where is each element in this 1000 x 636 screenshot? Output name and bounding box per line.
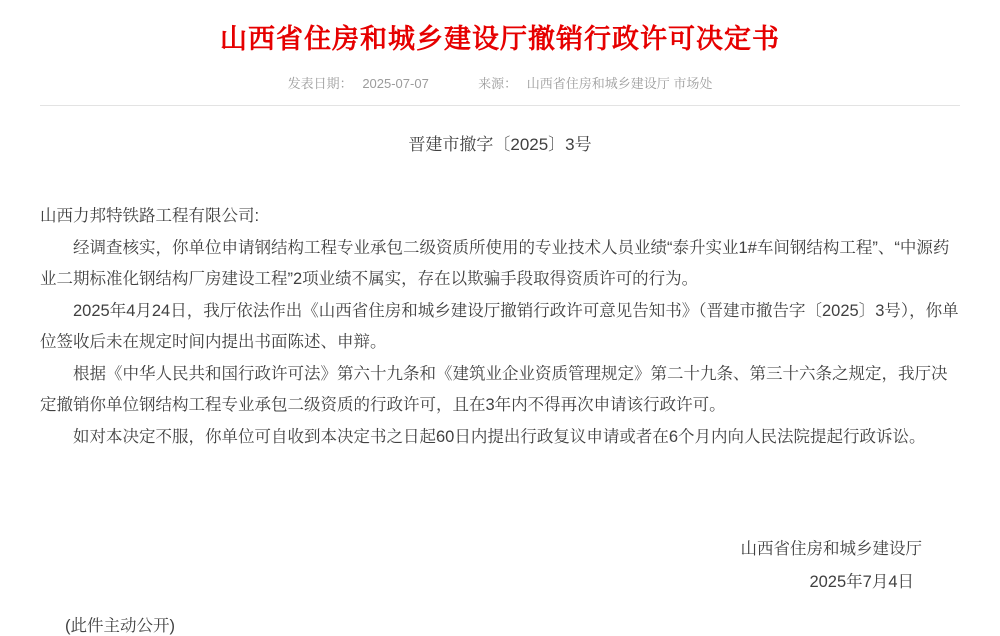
publish-date-value: 2025-07-07	[362, 76, 429, 92]
page-title: 山西省住房和城乡建设厅撤销行政许可决定书	[220, 24, 780, 54]
issuer-name: 山西省住房和城乡建设厅	[740, 540, 922, 559]
signature-block	[40, 533, 960, 599]
meta-row	[40, 73, 960, 92]
source-label: 来源：	[478, 76, 518, 92]
source-group	[478, 73, 712, 92]
publish-date-label: 发表日期：	[287, 76, 353, 92]
source-value: 山西省住房和城乡建设厅 市场处	[526, 76, 713, 92]
issue-date: 2025年7月4日	[809, 573, 914, 592]
document-body	[40, 201, 960, 453]
paragraph-2: 2025年4月24日，我厅依法作出《山西省住房和城乡建设厅撤销行政许可意见告知书》（晋建市撤告字〔2025〕3号），你单位签收后未在规定时间内提出书面陈述、申辩。	[40, 301, 959, 352]
paragraph-3: 根据《中华人民共和国行政许可法》第六十九条和《建筑业企业资质管理规定》第二十九条、第三十六条之规定，我厅决定撤销你单位钢结构工程专业承包二级资质的行政许可，且在3年内不得再次申请该行政许可。	[40, 364, 948, 415]
header-divider	[40, 105, 960, 106]
disclosure-footnote: (此件主动公开)	[65, 617, 175, 636]
document-number: 晋建市撤字〔2025〕3号	[408, 135, 592, 155]
salutation: 山西力邦特铁路工程有限公司:	[40, 207, 260, 226]
paragraph-1: 经调查核实，你单位申请钢结构工程专业承包二级资质所使用的专业技术人员业绩“泰升实业1#车间钢结构工程”、“中源药业二期标准化钢结构厂房建设工程”2项业绩不属实，存在以欺骗手段取得资质许可的行为。	[40, 238, 950, 289]
publish-date-group	[288, 73, 429, 92]
paragraph-4: 如对本决定不服，你单位可自收到本决定书之日起60日内提出行政复议申请或者在6个月内向人民法院提起行政诉讼。	[73, 427, 926, 446]
